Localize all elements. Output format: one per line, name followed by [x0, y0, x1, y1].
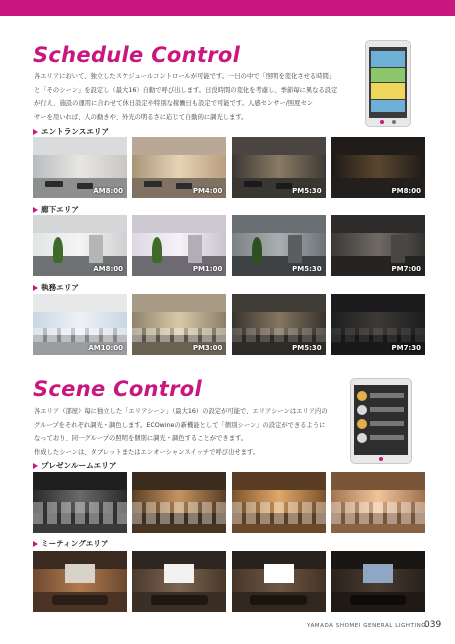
schedule-text-line: と「そのシーン」を設定し（最大16）自動で呼び出します。日没時間の変化を考慮し、季節毎に異なる設定: [34, 86, 338, 94]
area-label-presentation: [33, 460, 116, 471]
triangle-bullet-icon: [33, 285, 38, 291]
schedule-tablet-image: [365, 40, 411, 127]
meeting-photo-row: [33, 551, 425, 612]
office-photo-pm530: [232, 294, 326, 355]
entrance-photo-pm530: [232, 137, 326, 198]
time-caption: PM7:00: [391, 265, 421, 273]
office-photo-am10: [33, 294, 127, 355]
page-number: 039: [424, 620, 442, 630]
presentation-photo-4: [331, 472, 425, 533]
presentation-photo-row: [33, 472, 425, 533]
scene-text-line: 作成したシーンは、タブレットまたはエンオーシャンスイッチで呼び出せます。: [34, 448, 260, 456]
triangle-bullet-icon: [33, 463, 38, 469]
entrance-photo-am: [33, 137, 127, 198]
top-accent-bar: [0, 0, 455, 16]
time-caption: AM10:00: [88, 344, 123, 352]
scene-description: [34, 405, 384, 459]
corridor-photo-pm7: [331, 215, 425, 276]
time-caption: PM8:00: [391, 187, 421, 195]
area-label-corridor: [33, 204, 79, 215]
schedule-text-line: サーを用いれば、人の動きや、外光の明るさに応じて自動的に調光します。: [34, 113, 248, 121]
time-caption: PM4:00: [192, 187, 223, 195]
time-caption: PM3:00: [192, 344, 223, 352]
office-photo-pm3: [132, 294, 226, 355]
area-label-entrance: [33, 126, 109, 137]
area-label-text: 廊下エリア: [41, 205, 79, 214]
presentation-photo-1: [33, 472, 127, 533]
schedule-control-title: Schedule Control: [33, 43, 241, 67]
entrance-photo-pm4: [132, 137, 226, 198]
presentation-photo-2: [132, 472, 226, 533]
triangle-bullet-icon: [33, 541, 38, 547]
time-caption: PM5:30: [292, 187, 322, 195]
corridor-photo-row: [33, 215, 425, 276]
meeting-photo-1: [33, 551, 127, 612]
triangle-bullet-icon: [33, 207, 38, 213]
scene-control-title: Scene Control: [33, 377, 203, 401]
corridor-photo-pm530: [232, 215, 326, 276]
office-photo-row: [33, 294, 425, 355]
time-caption: AM8:00: [93, 265, 123, 273]
schedule-text-line: が行え、施設の運用に合わせて休日設定や特別な稼働日も設定で可能です。人感センサー/照度セン: [34, 100, 314, 108]
area-label-office: [33, 282, 79, 293]
meeting-photo-3: [232, 551, 326, 612]
area-label-text: プレゼンルームエリア: [41, 461, 117, 470]
corridor-photo-am: [33, 215, 127, 276]
schedule-text-line: 各エリアにおいて、独立したスケジュールコントロールが可能です。一日の中で「照明を変化させる時間」: [34, 73, 336, 80]
time-caption: PM7:30: [391, 344, 421, 352]
footer-brand: YAMADA SHOMEI GENERAL LIGHTING: [307, 623, 427, 629]
time-caption: PM5:30: [292, 265, 322, 273]
meeting-photo-4: [331, 551, 425, 612]
entrance-photo-row: [33, 137, 425, 198]
presentation-photo-3: [232, 472, 326, 533]
area-label-text: 執務エリア: [41, 283, 79, 292]
scene-text-line: 各エリア（部屋）毎に独立した「エリアシーン」（最大16）の設定が可能で、エリアシーンはエリア内の: [34, 408, 328, 415]
area-label-text: エントランスエリア: [41, 127, 110, 136]
corridor-photo-pm1: [132, 215, 226, 276]
office-photo-pm730: [331, 294, 425, 355]
area-label-meeting: [33, 538, 108, 549]
schedule-description: [34, 70, 366, 124]
area-label-text: ミーティングエリア: [41, 539, 109, 548]
meeting-photo-2: [132, 551, 226, 612]
scene-text-line: なっており、同一グループの照明を個別に調光・調色することができます。: [34, 435, 248, 443]
time-caption: PM1:00: [192, 265, 223, 273]
time-caption: PM5:30: [292, 344, 322, 352]
scene-text-line: グループをそれぞれ調光・調色します。ECOwineの新機能として「個別シーン」の設定ができるように: [34, 421, 326, 429]
triangle-bullet-icon: [33, 129, 38, 135]
entrance-photo-pm8: [331, 137, 425, 198]
time-caption: AM8:00: [93, 187, 123, 195]
